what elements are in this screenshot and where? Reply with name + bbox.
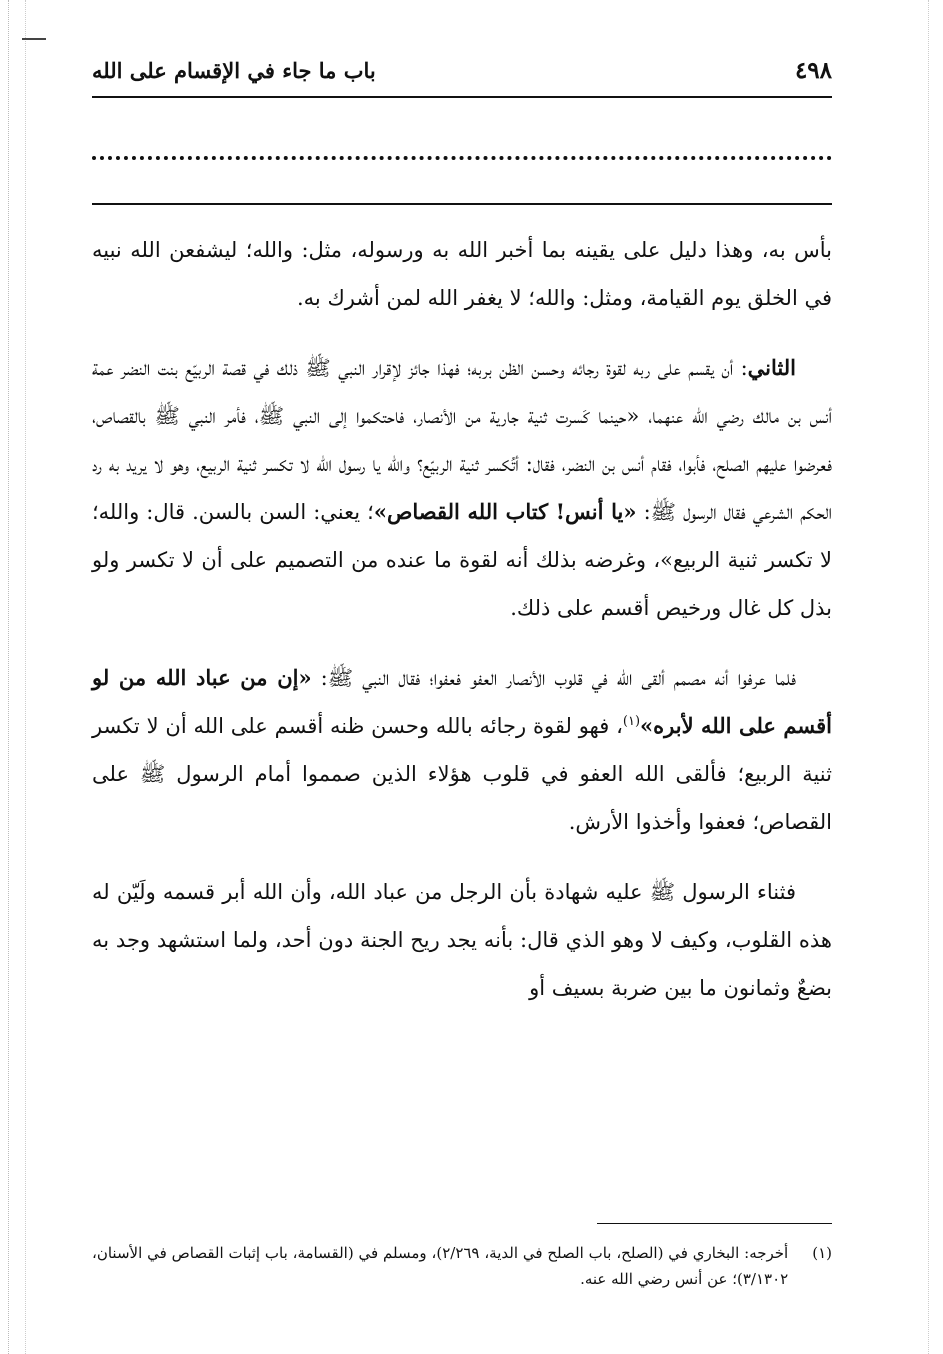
footnote-number: (١) [812, 1244, 832, 1262]
running-title: باب ما جاء في الإقسام على الله [92, 57, 376, 83]
paragraph-lead: الثاني [747, 355, 796, 380]
page-header [92, 52, 832, 88]
paragraph-text: : أن يقسم على ربه لقوة رجائه وحسن الظن بربه؛ فهذا جائز لإقرار النبي ﷺ ذلك في قصة الربيّع بنت النضر عمة أنس بن مالك رضي الله عنهما، «حينما كَسرت ثنية جارية من الأنصار، فاحتكموا إلى النبي ﷺ، فأمر النبي ﷺ بالقصاص، فعرضوا عليهم الصلح، فأبوا، فقام أنس بن النضر، فقال: أتُكسر ثنية الربيّع؟ والله يا رسول الله لا تكسر ثنية الربيع، وهو لا يريد به رد الحكم الشرعي فقال الرسول ﷺ: [92, 356, 832, 524]
header-rule [92, 96, 832, 98]
footnote-rule [597, 1223, 832, 1224]
paragraph-2 [92, 344, 832, 632]
paragraph-1 [92, 226, 832, 322]
paragraph-4 [92, 868, 832, 1012]
page-number: ٤٩٨ [794, 56, 832, 84]
paragraph-text: فثناء الرسول ﷺ عليه شهادة بأن الرجل من عباد الله، وأن الله أبر قسمه ولَيّن له هذه القلوب، وكيف لا وهو الذي قال: بأنه يجد ريح الجنة دون أحد، ولما استشهد وجد به بضعٌ وثمانون ما بين ضربة بسيف أو [92, 880, 832, 1000]
scan-edge-left [8, 0, 26, 1354]
hadith-quote: «يا أنس! كتاب الله القصاص» [373, 499, 637, 524]
footnote [92, 1240, 832, 1292]
body-text [92, 226, 832, 1034]
dotted-separator [92, 146, 832, 160]
paragraph-text-cont: ؛ يعني: السن بالسن. قال: والله؛ لا تكسر ثنية الربيع»، وغرضه بذلك أنه لقوة ما عنده من التصميم على أن لا تكسر ولو بذل كل غال ورخيص أقسم على ذلك. [92, 500, 832, 620]
footnote-text: أخرجه: البخاري في (الصلح، باب الصلح في الدية، ٢/٢٦٩)، ومسلم في (القسامة، باب إثبات القصاص في الأسنان، ٣/١٣٠٢)؛ عن أنس رضي الله عنه. [92, 1244, 789, 1288]
scan-edge-right [928, 0, 943, 1354]
section-rule [92, 203, 832, 205]
hadith-quote: «إن من عباد الله من لو أقسم على الله لأبره» [92, 665, 832, 738]
paragraph-text-cont: ، فهو لقوة رجائه بالله وحسن ظنه أقسم على الله أن لا تكسر ثنية الربيع؛ فألقى الله العفو في قلوب هؤلاء الذين صمموا أمام الرسول ﷺ على القصاص؛ فعفوا وأخذوا الأرش. [92, 714, 832, 834]
footnote-marker: (١) [622, 714, 641, 729]
book-page [92, 40, 832, 1330]
paragraph-text: بأس به، وهذا دليل على يقينه بما أخبر الله به ورسوله، مثل: والله؛ ليشفعن الله نبيه في الخلق يوم القيامة، ومثل: والله؛ لا يغفر الله لمن أشرك به. [92, 238, 832, 310]
paragraph-text: فلما عرفوا أنه مصمم ألقى الله في قلوب الأنصار العفو فعفوا؛ فقال النبي ﷺ: [311, 666, 797, 690]
paragraph-3 [92, 654, 832, 846]
scan-mark [22, 38, 46, 40]
